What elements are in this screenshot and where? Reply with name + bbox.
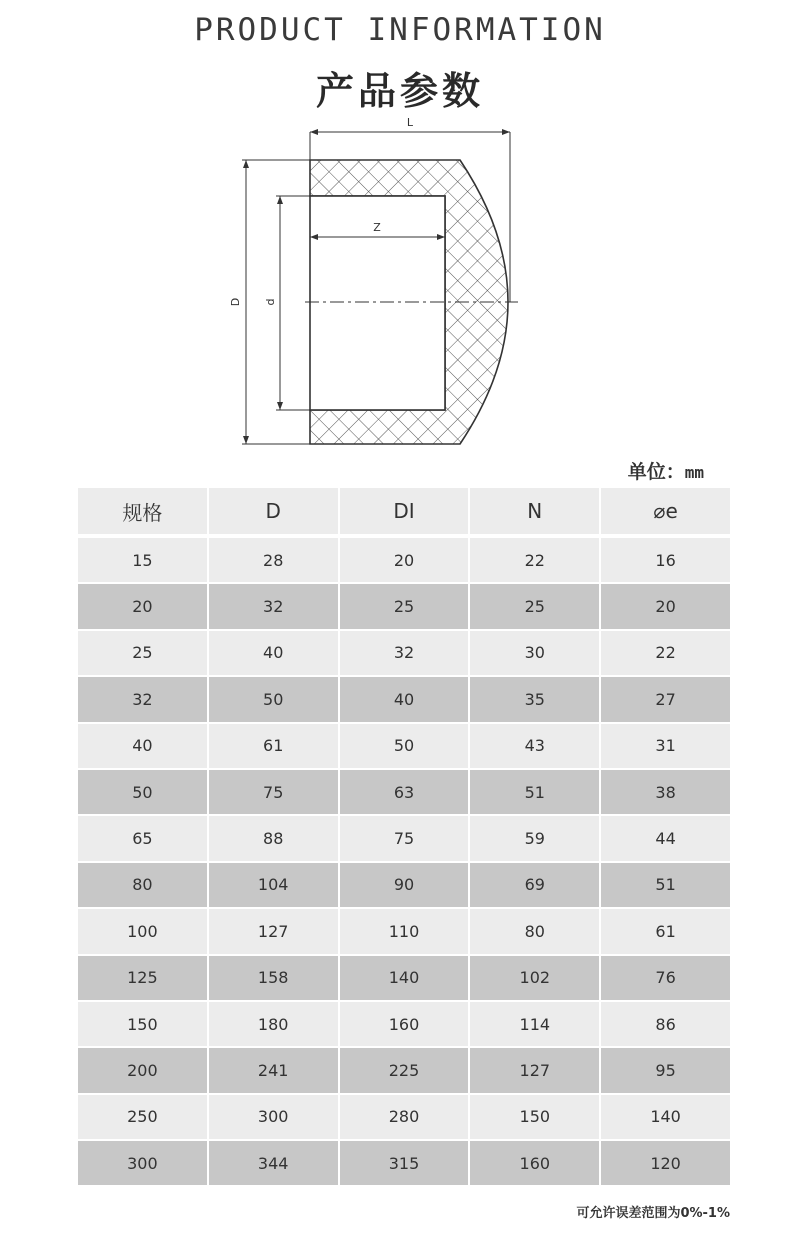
table-row: [78, 536, 730, 582]
table-cell: 150: [470, 1093, 599, 1139]
table-cell: 20: [340, 536, 469, 582]
table-row: [78, 675, 730, 721]
table-cell: 104: [209, 861, 338, 907]
table-cell: 80: [78, 861, 207, 907]
table-cell: 38: [601, 768, 730, 814]
table-cell: 102: [470, 954, 599, 1000]
table-cell: 61: [209, 722, 338, 768]
dimension-label-D: D: [230, 297, 242, 307]
table-cell: 15: [78, 536, 207, 582]
table-cell: 110: [340, 907, 469, 953]
table-row: [78, 1139, 730, 1185]
table-cell: 180: [209, 1000, 338, 1046]
table-cell: 86: [601, 1000, 730, 1046]
table-row: [78, 629, 730, 675]
table-cell: 88: [209, 814, 338, 860]
table-cell: 32: [209, 582, 338, 628]
table-cell: 160: [470, 1139, 599, 1185]
table-cell: 20: [601, 582, 730, 628]
dimension-label-d: d: [264, 298, 277, 306]
table-cell: 127: [209, 907, 338, 953]
table-cell: 315: [340, 1139, 469, 1185]
table-cell: 50: [340, 722, 469, 768]
column-header-N: N: [470, 488, 599, 536]
table-header-row: [78, 488, 730, 536]
table-cell: 160: [340, 1000, 469, 1046]
table-cell: 50: [78, 768, 207, 814]
table-row: [78, 861, 730, 907]
table-cell: 31: [601, 722, 730, 768]
unit-caption: 单位：: [627, 461, 685, 483]
table-cell: 344: [209, 1139, 338, 1185]
table-cell: 150: [78, 1000, 207, 1046]
column-header-e: ⌀e: [601, 488, 730, 536]
table-cell: 51: [470, 768, 599, 814]
table-cell: 158: [209, 954, 338, 1000]
table-cell: 63: [340, 768, 469, 814]
table-row: [78, 1000, 730, 1046]
spec-table: [76, 488, 732, 1185]
unit-label: [628, 457, 704, 484]
table-cell: 20: [78, 582, 207, 628]
table-row: [78, 1093, 730, 1139]
title-english: PRODUCT INFORMATION: [194, 12, 606, 48]
table-cell: 50: [209, 675, 338, 721]
table-cell: 140: [340, 954, 469, 1000]
table-cell: 28: [209, 536, 338, 582]
table-cell: 225: [340, 1046, 469, 1092]
pipe-cap-drawing: [230, 112, 530, 457]
table-cell: 300: [78, 1139, 207, 1185]
table-cell: 16: [601, 536, 730, 582]
table-row: [78, 954, 730, 1000]
table-cell: 22: [601, 629, 730, 675]
table-cell: 100: [78, 907, 207, 953]
table-cell: 30: [470, 629, 599, 675]
table-row: [78, 582, 730, 628]
table-cell: 25: [78, 629, 207, 675]
table-row: [78, 722, 730, 768]
table-cell: 95: [601, 1046, 730, 1092]
table-cell: 32: [340, 629, 469, 675]
table-cell: 25: [340, 582, 469, 628]
column-header-D: D: [209, 488, 338, 536]
table-cell: 40: [340, 675, 469, 721]
table-cell: 69: [470, 861, 599, 907]
table-cell: 76: [601, 954, 730, 1000]
table-cell: 59: [470, 814, 599, 860]
table-cell: 241: [209, 1046, 338, 1092]
dimension-label-L: L: [406, 116, 414, 129]
unit-value: mm: [684, 463, 704, 482]
table-cell: 61: [601, 907, 730, 953]
table-cell: 250: [78, 1093, 207, 1139]
table-cell: 200: [78, 1046, 207, 1092]
tolerance-note: 可允许误差范围为0%-1%: [576, 1206, 730, 1221]
table-cell: 80: [470, 907, 599, 953]
table-cell: 22: [470, 536, 599, 582]
table-cell: 300: [209, 1093, 338, 1139]
table-cell: 75: [209, 768, 338, 814]
table-cell: 125: [78, 954, 207, 1000]
title-chinese: 产品参数: [315, 69, 484, 113]
table-cell: 44: [601, 814, 730, 860]
table-row: [78, 907, 730, 953]
table-cell: 65: [78, 814, 207, 860]
column-header-DI: DI: [340, 488, 469, 536]
table-cell: 40: [78, 722, 207, 768]
table-cell: 127: [470, 1046, 599, 1092]
table-body: [78, 536, 730, 1185]
column-header-spec: 规格: [78, 488, 207, 536]
table-cell: 114: [470, 1000, 599, 1046]
table-row: [78, 814, 730, 860]
table-cell: 27: [601, 675, 730, 721]
table-cell: 35: [470, 675, 599, 721]
table-cell: 120: [601, 1139, 730, 1185]
table-cell: 32: [78, 675, 207, 721]
table-cell: 40: [209, 629, 338, 675]
table-cell: 90: [340, 861, 469, 907]
table-row: [78, 1046, 730, 1092]
table-cell: 280: [340, 1093, 469, 1139]
dimension-label-Z: Z: [373, 221, 381, 234]
table-row: [78, 768, 730, 814]
table-cell: 43: [470, 722, 599, 768]
table-cell: 75: [340, 814, 469, 860]
table-cell: 140: [601, 1093, 730, 1139]
table-cell: 25: [470, 582, 599, 628]
table-cell: 51: [601, 861, 730, 907]
